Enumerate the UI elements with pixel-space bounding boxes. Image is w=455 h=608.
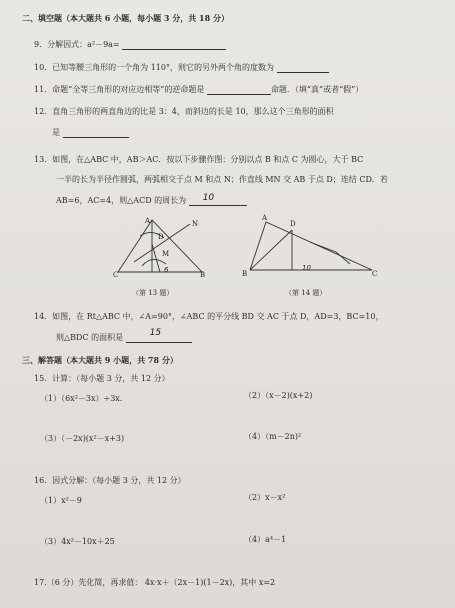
fig14-label-c: C — [372, 270, 378, 278]
fig14-label-a: A — [262, 214, 268, 222]
question-15: 15．计算：（每小题 3 分，共 12 分） — [34, 374, 170, 383]
question-16-2: （2）x－x² — [244, 493, 286, 502]
question-15-4: （4）（m－2n)² — [244, 432, 302, 441]
answer-blank-9 — [122, 40, 226, 50]
question-14-line2: 则△BDC 的面积是 15 — [56, 333, 192, 343]
answer-blank-12 — [63, 128, 129, 138]
question-10: 10．已知等腰三角形的一个角为 110°，则它的另外两个角的度数为 — [34, 63, 329, 73]
fig14-handwritten-mark: 10 — [302, 264, 311, 272]
answer-blank-13: 10 — [189, 196, 247, 206]
figure-14-caption: （第 14 题） — [285, 289, 327, 297]
fig13-label-d: D — [158, 233, 164, 241]
fig14-label-d: D — [290, 220, 296, 228]
question-13-line2: 一半的长为半径作圆弧，两弧相交于点 M 和点 N；作直线 MN 交 AB 于点 D；连结 CD．若 — [56, 175, 388, 184]
question-12-line1: 12．直角三角形的两直角边的比是 3：4，而斜边的长是 10，那么这个三角形的面积 — [34, 107, 334, 116]
figure-13 — [112, 214, 212, 278]
fig13-label-m: M — [162, 250, 170, 258]
fig13-label-n: N — [192, 220, 199, 228]
fig14-label-b: B — [242, 270, 248, 278]
question-15-2: （2）（x－2)(x+2) — [244, 391, 313, 400]
fig13-label-a: A — [145, 217, 151, 225]
answer-blank-10 — [277, 63, 329, 73]
question-16: 16．因式分解：（每小题 3 分，共 12 分） — [34, 476, 186, 485]
question-13-line1: 13．如图，在△ABC 中，AB＞AC．按以下步骤作图：分别以点 B 和点 C 为圆心，大于 BC — [34, 155, 364, 164]
question-16-4: （4）a⁴－1 — [244, 535, 287, 544]
question-15-1: （1）（6x²－3x）÷3x. — [40, 394, 123, 403]
fig13-label-b: B — [200, 271, 206, 278]
section-heading-solve: 三、解答题（本大题共 9 小题，共 78 分） — [22, 355, 178, 365]
question-13-line3: AB=6，AC=4，则△ACD 的周长为 10 — [56, 196, 247, 206]
question-16-3: （3）4x²－10x＋25 — [40, 537, 115, 546]
question-15-3: （3）（－2x)(x²－x+3) — [40, 434, 125, 443]
answer-blank-14: 15 — [126, 333, 192, 343]
question-16-1: （1）x²－9 — [40, 496, 82, 505]
figure-14 — [240, 212, 380, 278]
question-11: 11．命题“全等三角形的对应边相等”的逆命题是 命题．（填“真”或者“假”） — [34, 85, 364, 94]
section-heading-fill-blank: 二、填空题（本大题共 6 小题，每小题 3 分，共 18 分） — [22, 13, 229, 23]
question-12-line2: 是 — [52, 128, 129, 138]
question-9: 9．分解因式：a²－9a= — [34, 40, 226, 50]
figure-13-caption: （第 13 题） — [132, 289, 174, 297]
fig13-handwritten-mark: 6 — [164, 266, 169, 274]
fig13-label-c: C — [113, 271, 119, 278]
answer-blank-11 — [207, 85, 271, 95]
question-14-line1: 14．如图，在 Rt△ABC 中，∠A=90°，∠ABC 的平分线 BD 交 AC 于点 D，AD=3，BC=10， — [34, 312, 384, 321]
question-17: 17.（6 分）先化简，再求值： 4x·x＋（2x－1)(1－2x)，其中 x=2 — [34, 578, 276, 587]
